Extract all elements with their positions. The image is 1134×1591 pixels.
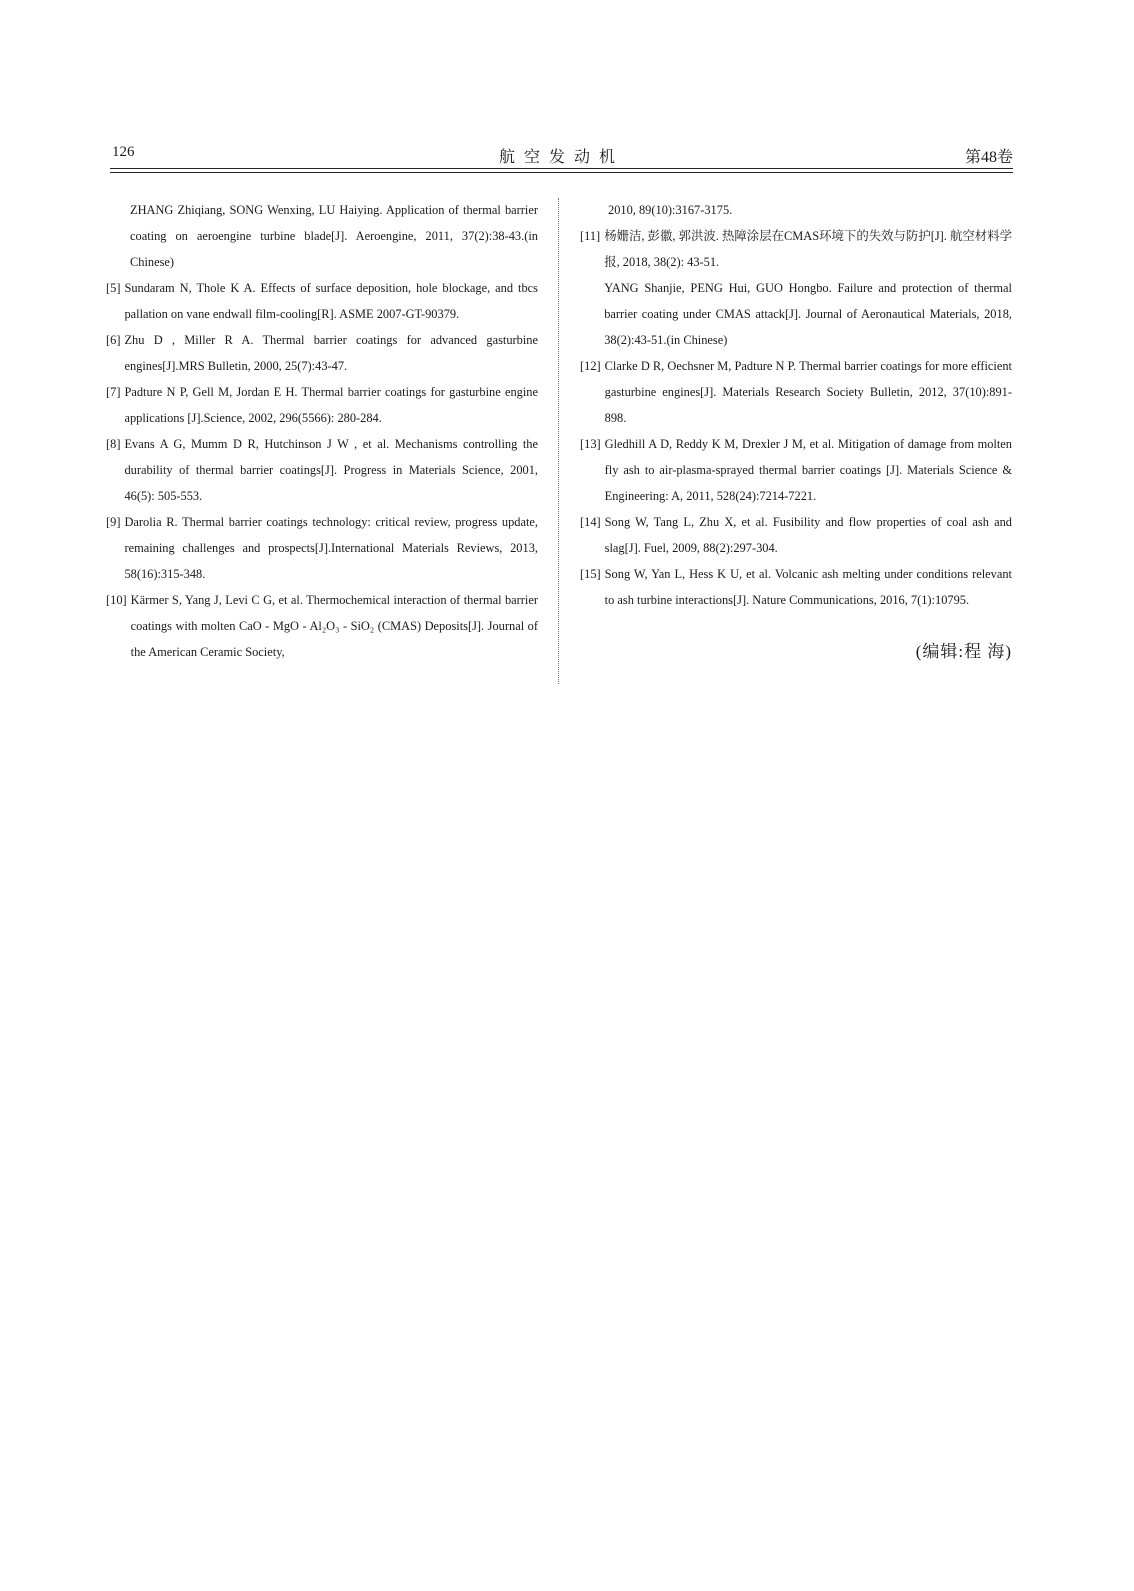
reference-continuation: 2010, 89(10):3167-3175. xyxy=(608,203,733,217)
reference-text-chinese: 杨姗洁, 彭徽, 郭洪波. 热障涂层在CMAS环境下的失效与防护[J]. 航空材料学报, 2018, 38(2): 43-51. xyxy=(604,229,1012,269)
reference-text: Evans A G, Mumm D R, Hutchinson J W , et al. Mechanisms controlling the durability of thermal barrier coatings[J]. Progress in Materials Science, 2001, 46(5): 505-553. xyxy=(124,437,538,503)
reference-text: Darolia R. Thermal barrier coatings technology: critical review, progress update, remaining challenges and prospects[J].International Materials Reviews, 2013, 58(16):315-348. xyxy=(124,515,538,581)
reference-item xyxy=(580,431,1012,509)
reference-text: Song W, Yan L, Hess K U, et al. Volcanic ash melting under conditions relevant to ash turbine interactions[J]. Nature Communications, 2016, 7(1):10795. xyxy=(604,567,1012,607)
reference-continuation: ZHANG Zhiqiang, SONG Wenxing, LU Haiying. Application of thermal barrier coating on aeroengine turbine blade[J]. Aeroengine, 2011, 37(2):38-43.(in Chinese) xyxy=(130,203,538,269)
reference-item xyxy=(580,223,1012,353)
reference-number: [7] xyxy=(106,385,121,399)
reference-item xyxy=(580,509,1012,561)
reference-item xyxy=(106,275,538,327)
reference-item xyxy=(106,327,538,379)
references-right-column xyxy=(580,197,1012,613)
reference-number: [13] xyxy=(580,437,601,451)
reference-text xyxy=(604,223,1012,353)
reference-text: Sundaram N, Thole K A. Effects of surface deposition, hole blockage, and tbcs pallation on vane endwall film-cooling[R]. ASME 2007-GT-90379. xyxy=(124,281,538,321)
reference-text: Padture N P, Gell M, Jordan E H. Thermal barrier coatings for gasturbine engine applications [J].Science, 2002, 296(5566): 280-284. xyxy=(124,385,538,425)
column-divider xyxy=(558,198,559,684)
reference-item xyxy=(580,353,1012,431)
journal-title: 航空发动机 xyxy=(498,149,624,166)
reference-item xyxy=(106,379,538,431)
reference-item xyxy=(580,561,1012,613)
reference-text: Zhu D , Miller R A. Thermal barrier coatings for advanced gasturbine engines[J].MRS Bulletin, 2000, 25(7):43-47. xyxy=(124,333,538,373)
reference-number: [15] xyxy=(580,567,601,581)
reference-text: Clarke D R, Oechsner M, Padture N P. Thermal barrier coatings for more efficient gasturbine engines[J]. Materials Research Society Bulletin, 2012, 37(10):891-898. xyxy=(604,359,1012,425)
reference-number: [6] xyxy=(106,333,121,347)
reference-number: [5] xyxy=(106,281,121,295)
reference-item xyxy=(106,431,538,509)
reference-text: Song W, Tang L, Zhu X, et al. Fusibility and flow properties of coal ash and slag[J]. Fuel, 2009, 88(2):297-304. xyxy=(604,515,1012,555)
header-rule-top xyxy=(110,168,1013,169)
reference-number: [9] xyxy=(106,515,121,529)
reference-text-english: YANG Shanjie, PENG Hui, GUO Hongbo. Failure and protection of thermal barrier coating under CMAS attack[J]. Journal of Aeronautical Materials, 2018, 38(2):43-51.(in Chinese) xyxy=(604,281,1012,347)
running-header xyxy=(110,140,1013,168)
references-left-column xyxy=(106,197,538,665)
reference-number: [10] xyxy=(106,593,127,607)
reference-text: Kärmer S, Yang J, Levi C G, et al. Thermochemical interaction of thermal barrier coatings with molten CaO - MgO - Al₂O₃ - SiO₂ (CMAS) Deposits[J]. Journal of the American Ceramic Society, xyxy=(130,593,538,659)
reference-item xyxy=(106,509,538,587)
page-number: 126 xyxy=(112,144,135,160)
reference-number: [12] xyxy=(580,359,601,373)
header-rule-bottom xyxy=(110,172,1013,173)
reference-text: Gledhill A D, Reddy K M, Drexler J M, et al. Mitigation of damage from molten fly ash to air-plasma-sprayed thermal barrier coatings [J]. Materials Science & Engineering: A, 2011, 528(24):7214-7221. xyxy=(604,437,1012,503)
reference-number: [14] xyxy=(580,515,601,529)
reference-item xyxy=(106,587,538,665)
editor-note: (编辑:程 海) xyxy=(915,642,1012,661)
reference-number: [8] xyxy=(106,437,121,451)
reference-number: [11] xyxy=(580,229,601,243)
volume-label: 第48卷 xyxy=(964,149,1013,166)
